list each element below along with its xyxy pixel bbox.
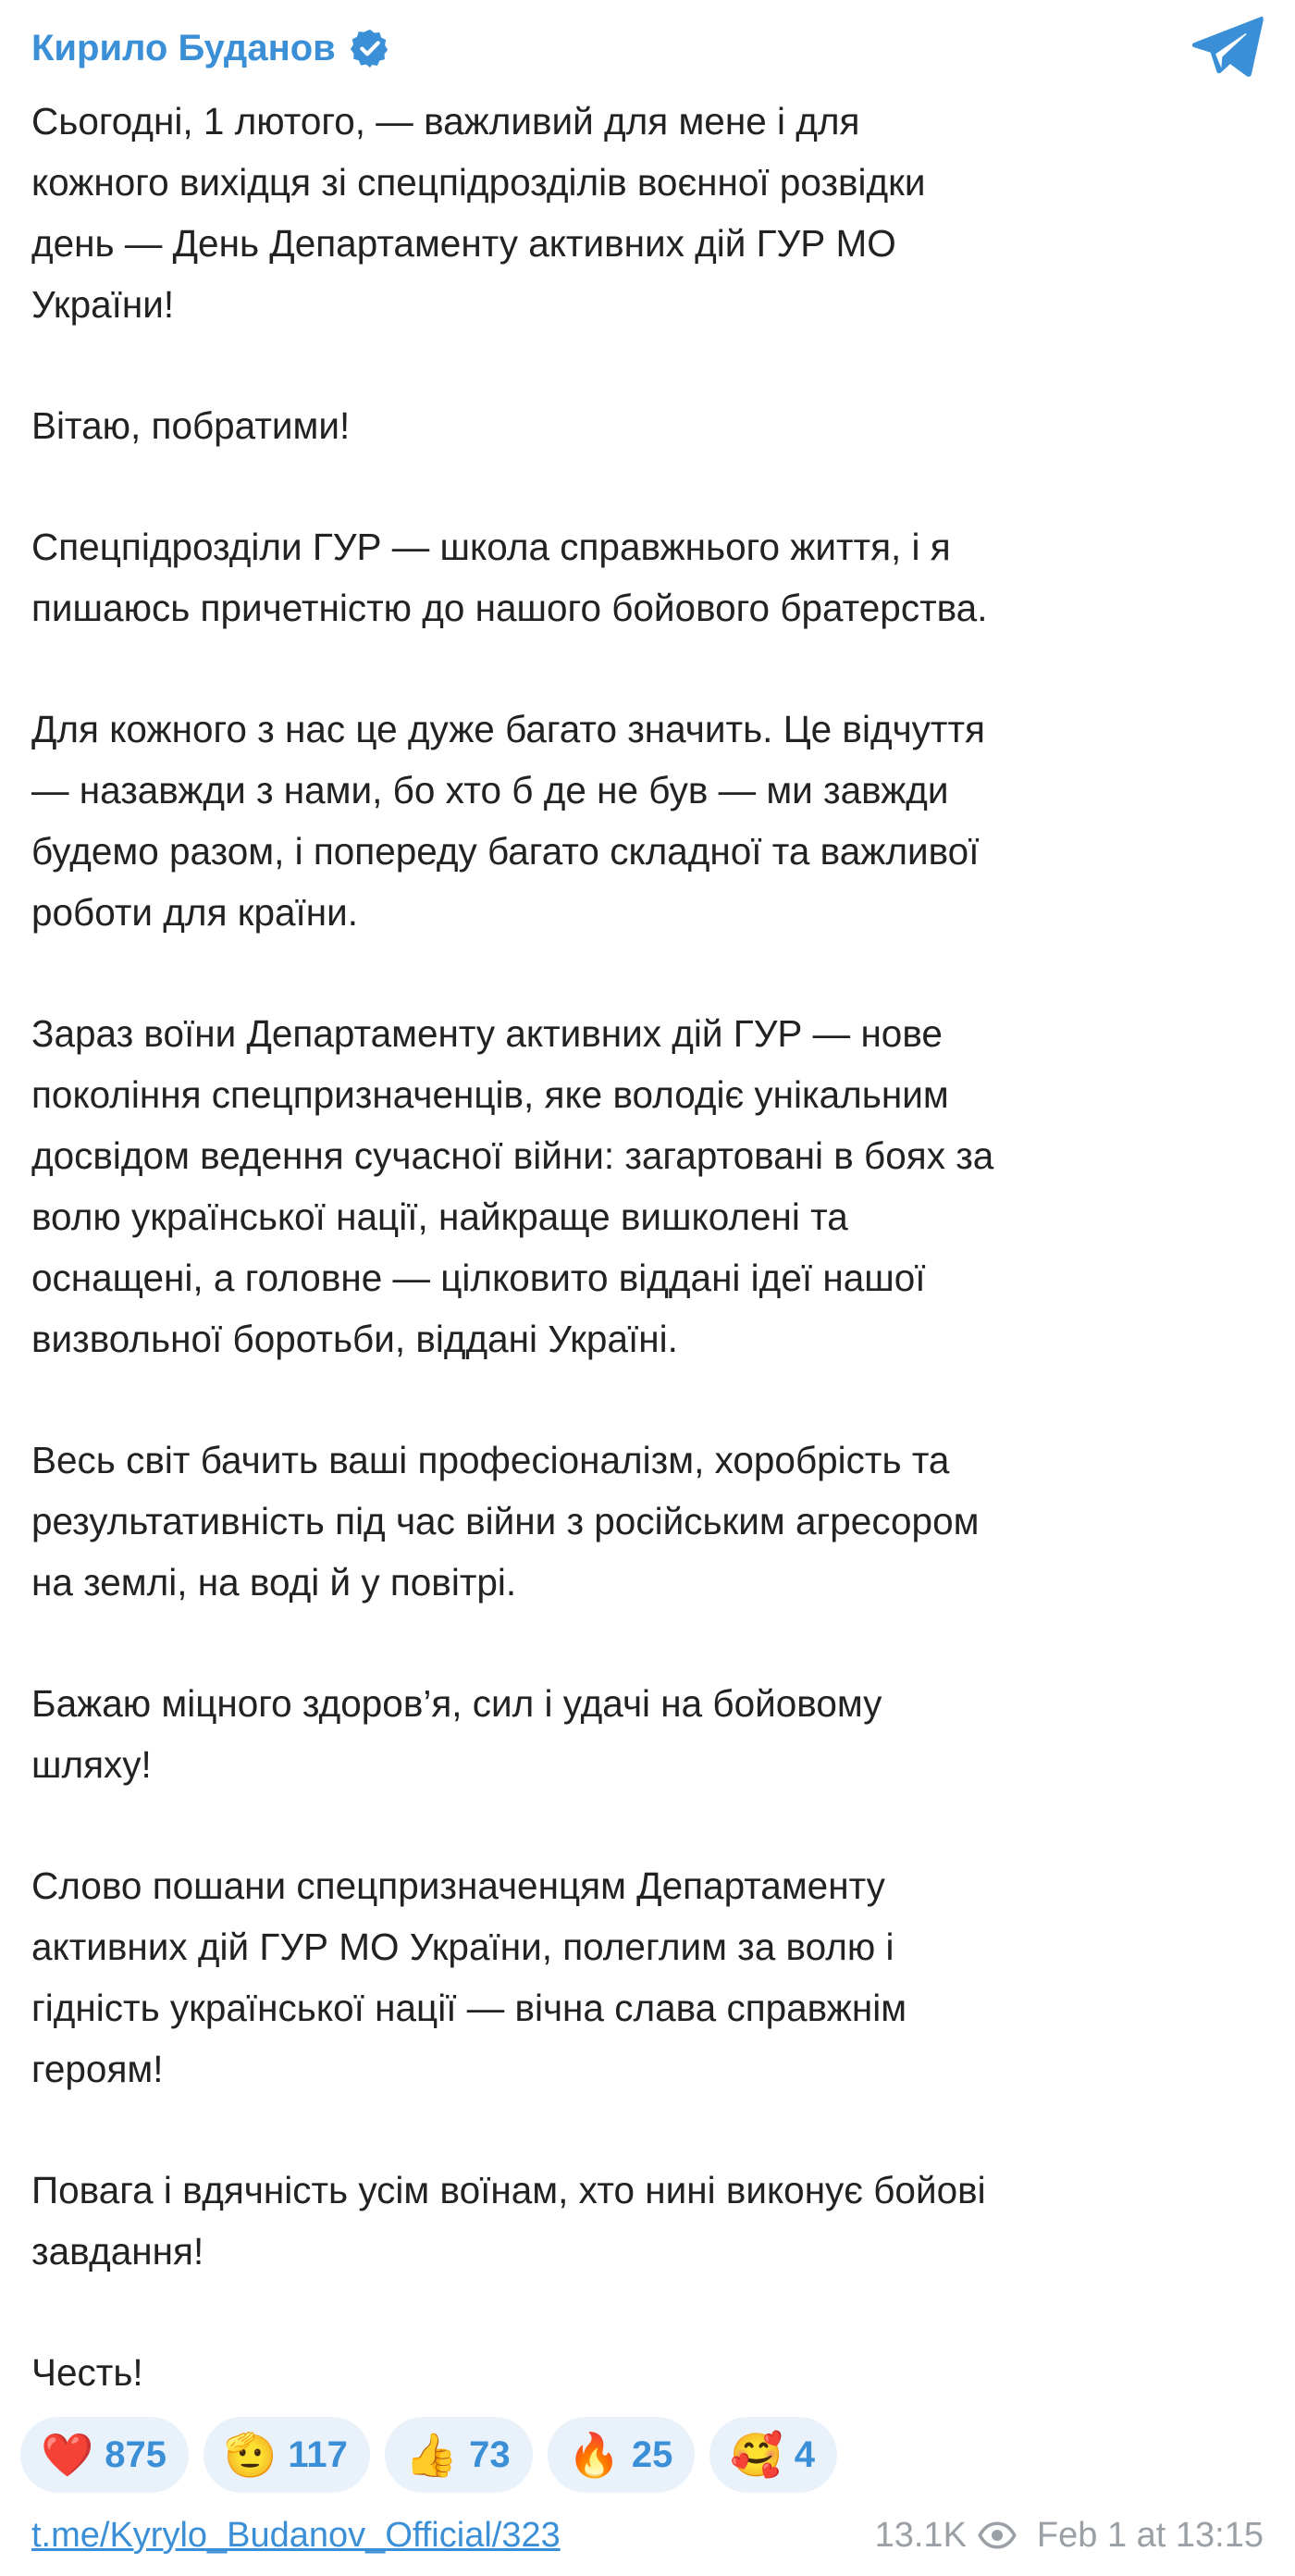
- post-text-line: оснащені, а головне — цілковито віддані ідеї нашої: [31, 1257, 926, 1299]
- post-text: [31, 91, 1271, 2403]
- post-paragraph: [31, 395, 1271, 456]
- post-text-line: Для кожного з нас це дуже багато значить. Це відчуття: [31, 708, 985, 750]
- post-date: Feb 1 at 13:15: [1036, 2515, 1264, 2555]
- post-text-line: активних дій ГУР МО України, полеглим за волю і: [31, 1926, 894, 1968]
- reaction-count: 875: [105, 2434, 167, 2475]
- post-text-line: покоління спецпризначенців, яке володіє унікальним: [31, 1073, 949, 1116]
- post-text-line: Слово пошани спецпризначенцям Департаменту: [31, 1864, 885, 1907]
- salute-emoji-icon: 🫡: [224, 2430, 278, 2480]
- post-paragraph: [31, 1673, 1271, 1795]
- channel-name[interactable]: Кирило Буданов: [31, 27, 336, 68]
- post-paragraph: [31, 699, 1271, 943]
- reaction-button[interactable]: [709, 2417, 837, 2493]
- post-paragraph: [31, 2342, 1271, 2403]
- post-text-line: день — День Департаменту активних дій ГУР МО: [31, 222, 896, 265]
- red-heart-icon: ❤️: [41, 2430, 94, 2480]
- reaction-count: 73: [469, 2434, 511, 2475]
- post-text-line: будемо разом, і попереду багато складної та важливої: [31, 830, 980, 873]
- fire-icon: 🔥: [567, 2430, 621, 2480]
- post-meta: [875, 2516, 1264, 2556]
- post-text-line: шляху!: [31, 1743, 152, 1786]
- reaction-count: 4: [794, 2434, 815, 2475]
- post-text-line: волю української нації, найкраще вишколені та: [31, 1195, 848, 1238]
- post-footer: [31, 2508, 1264, 2563]
- post-text-line: Спецпідрозділи ГУР — школа справжнього життя, і я: [31, 526, 951, 568]
- eye-icon: [978, 2521, 1017, 2549]
- post-text-line: — назавжди з нами, бо хто б де не був — ми завжди: [31, 769, 949, 811]
- post-paragraph: [31, 1855, 1271, 2099]
- reaction-button[interactable]: [20, 2417, 189, 2493]
- post-paragraph: [31, 516, 1271, 638]
- thumbs-up-icon: 👍: [404, 2430, 459, 2480]
- post-text-line: на землі, на воді й у повітрі.: [31, 1561, 517, 1604]
- reactions-bar: [20, 2417, 852, 2493]
- post-text-line: завдання!: [31, 2230, 204, 2273]
- post-text-line: кожного вихідця зі спецпідрозділів воєнної розвідки: [31, 161, 926, 204]
- smiling-face-hearts-icon: 🥰: [730, 2430, 783, 2480]
- post-text-line: Сьогодні, 1 лютого, — важливий для мене і для: [31, 100, 860, 142]
- reaction-button[interactable]: [204, 2417, 370, 2493]
- post-paragraph: [31, 2160, 1271, 2282]
- post-text-line: Зараз воїни Департаменту активних дій ГУР — нове: [31, 1012, 943, 1055]
- post-text-line: роботи для країни.: [31, 891, 359, 934]
- post-text-line: Вітаю, побратими!: [31, 404, 351, 447]
- post-text-line: Весь світ бачить ваші професіоналізм, хоробрість та: [31, 1439, 950, 1481]
- telegram-logo-icon[interactable]: [1191, 15, 1264, 78]
- verified-badge-icon: [349, 27, 391, 69]
- post-text-line: гідність української нації — вічна слава справжнім: [31, 1987, 907, 2029]
- reaction-button[interactable]: [385, 2417, 533, 2493]
- post-text-line: досвідом ведення сучасної війни: загартовані в боях за: [31, 1134, 994, 1177]
- post-text-line: України!: [31, 283, 175, 326]
- post-text-line: результативність під час війни з російським агресором: [31, 1500, 980, 1542]
- reaction-count: 25: [631, 2434, 673, 2475]
- post-paragraph: [31, 91, 1271, 335]
- post-paragraph: [31, 1430, 1271, 1613]
- post-text-line: Повага і вдячність усім воїнам, хто нині виконує бойові: [31, 2169, 986, 2211]
- view-count: 13.1K: [874, 2515, 967, 2555]
- post-header: [31, 19, 1264, 78]
- post-text-line: Бажаю міцного здоров’я, сил і удачі на бойовому: [31, 1682, 882, 1725]
- post-link[interactable]: t.me/Kyrylo_Budanov_Official/323: [31, 2515, 561, 2555]
- post-text-line: Честь!: [31, 2351, 143, 2394]
- reaction-button[interactable]: [548, 2417, 696, 2493]
- post-text-line: героям!: [31, 2048, 164, 2090]
- post-text-line: визвольної боротьби, віддані Україні.: [31, 1318, 678, 1360]
- post-paragraph: [31, 1003, 1271, 1369]
- post-text-line: пишаюсь причетністю до нашого бойового братерства.: [31, 587, 988, 629]
- reaction-count: 117: [288, 2434, 348, 2475]
